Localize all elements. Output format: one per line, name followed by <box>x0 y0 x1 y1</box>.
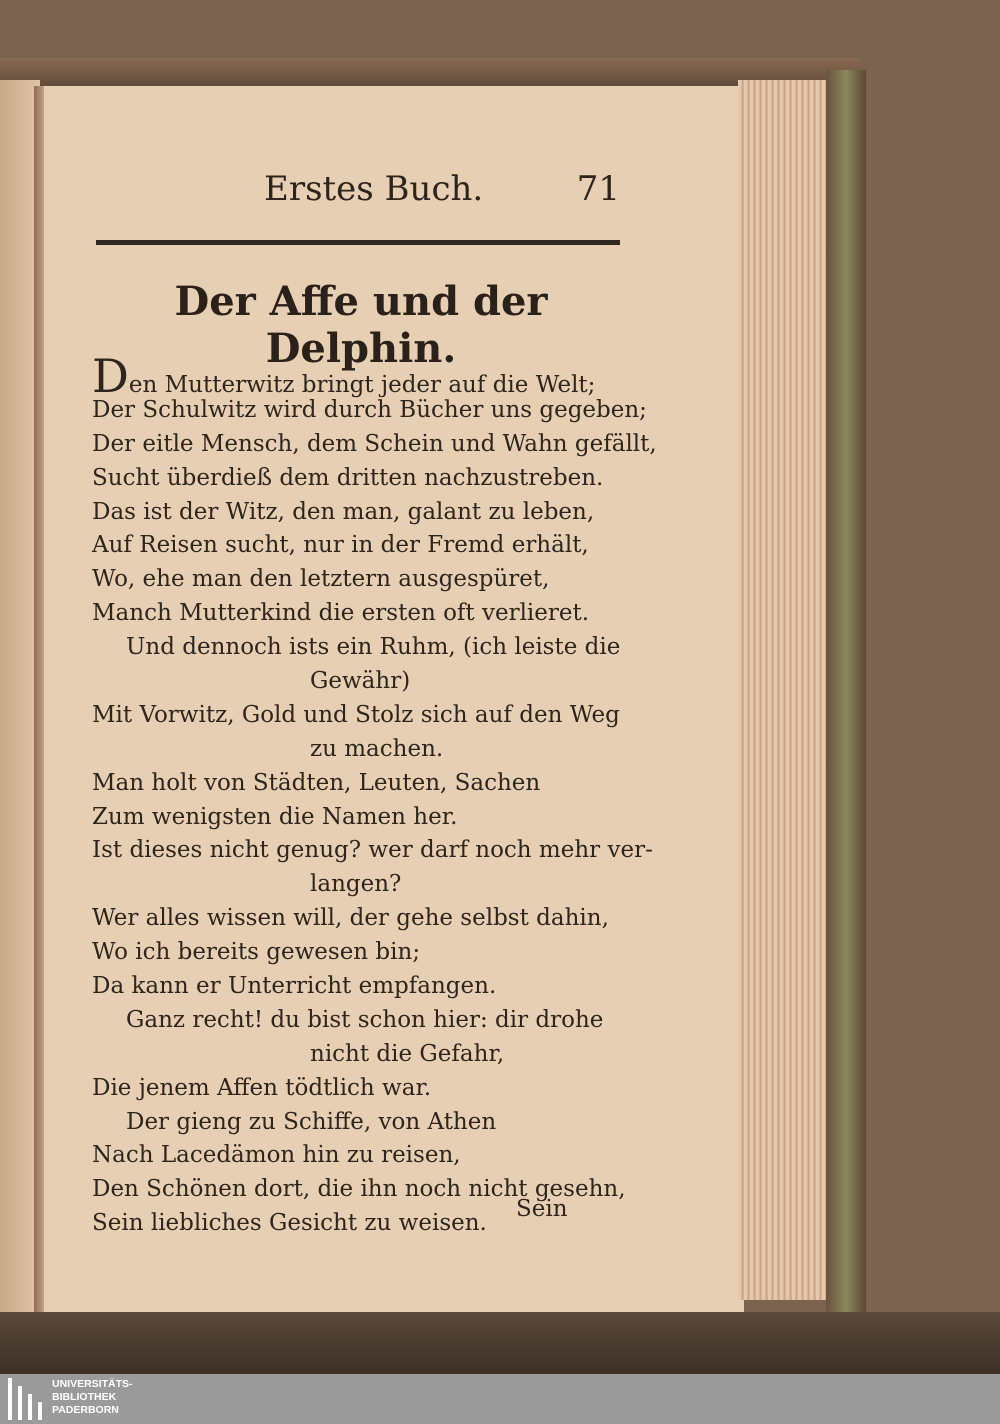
page-number: 71 <box>576 169 620 209</box>
book-cover-top <box>0 58 860 88</box>
drop-cap: D <box>92 349 129 403</box>
poem-line: Der Schulwitz wird durch Bücher uns gegeben; <box>92 396 647 423</box>
page-header <box>96 165 626 225</box>
poem-line: Ist dieses nicht genug? wer darf noch mehr ver- <box>92 837 653 864</box>
page-edges <box>738 80 830 1300</box>
catchword: Sein <box>516 1196 568 1222</box>
poem-text <box>92 349 657 1241</box>
poem-line: Mit Vorwitz, Gold und Stolz sich auf den Weg <box>92 701 620 728</box>
poem-line <box>92 349 632 403</box>
header-rule <box>96 240 620 245</box>
poem-line: Manch Mutterkind die ersten oft verlieret. <box>92 600 590 627</box>
poem-line-continuation: Gewähr) <box>310 668 411 695</box>
library-name-line: PADERBORN <box>52 1404 119 1416</box>
poem-line: Man holt von Städten, Leuten, Sachen <box>92 769 541 796</box>
library-footer <box>0 1374 1000 1424</box>
poem-line: Wer alles wissen will, der gehe selbst dahin, <box>92 905 609 932</box>
poem-line: Der gieng zu Schiffe, von Athen <box>126 1108 497 1135</box>
poem-line: Zum wenigsten die Namen her. <box>92 803 458 830</box>
poem-line: Das ist der Witz, den man, galant zu leben, <box>92 498 595 525</box>
book-cover-bottom <box>0 1312 1000 1374</box>
poem-line: Sucht überdieß dem dritten nachzustreben. <box>92 464 604 491</box>
poem-line: Wo, ehe man den letztern ausgespüret, <box>92 566 550 593</box>
poem-line: Nach Lacedämon hin zu reisen, <box>92 1142 461 1169</box>
poem-line: Ganz recht! du bist schon hier: dir drohe <box>126 1006 604 1033</box>
poem-line: Sein liebliches Gesicht zu weisen. <box>92 1210 487 1237</box>
poem-line: Wo ich bereits gewesen bin; <box>92 939 421 966</box>
book-cover-right <box>826 70 866 1320</box>
poem-line-continuation: nicht die Gefahr, <box>310 1040 505 1067</box>
poem-line: Der eitle Mensch, dem Schein und Wahn gefällt, <box>92 430 657 457</box>
poem-line: Und dennoch ists ein Ruhm, (ich leiste die <box>126 634 621 661</box>
poem-line-text: en Mutterwitz bringt jeder auf die Welt; <box>128 372 596 398</box>
library-name <box>52 1378 133 1417</box>
poem-line: Auf Reisen sucht, nur in der Fremd erhält, <box>92 532 589 559</box>
poem-line: Da kann er Unterricht empfangen. <box>92 973 497 1000</box>
poem-line-continuation: langen? <box>310 871 402 898</box>
poem-line: Die jenem Affen tödtlich war. <box>92 1074 432 1101</box>
library-name-line: UNIVERSITÄTS- <box>52 1378 133 1390</box>
poem-line-continuation: zu machen. <box>310 735 444 762</box>
library-name-line: BIBLIOTHEK <box>52 1391 117 1403</box>
running-title: Erstes Buch. <box>264 169 484 209</box>
library-logo-icon <box>8 1378 44 1420</box>
poem-line: Den Schönen dort, die ihn noch nicht gesehn, <box>92 1176 626 1203</box>
poem-title: Der Affe und der Delphin. <box>174 278 548 372</box>
